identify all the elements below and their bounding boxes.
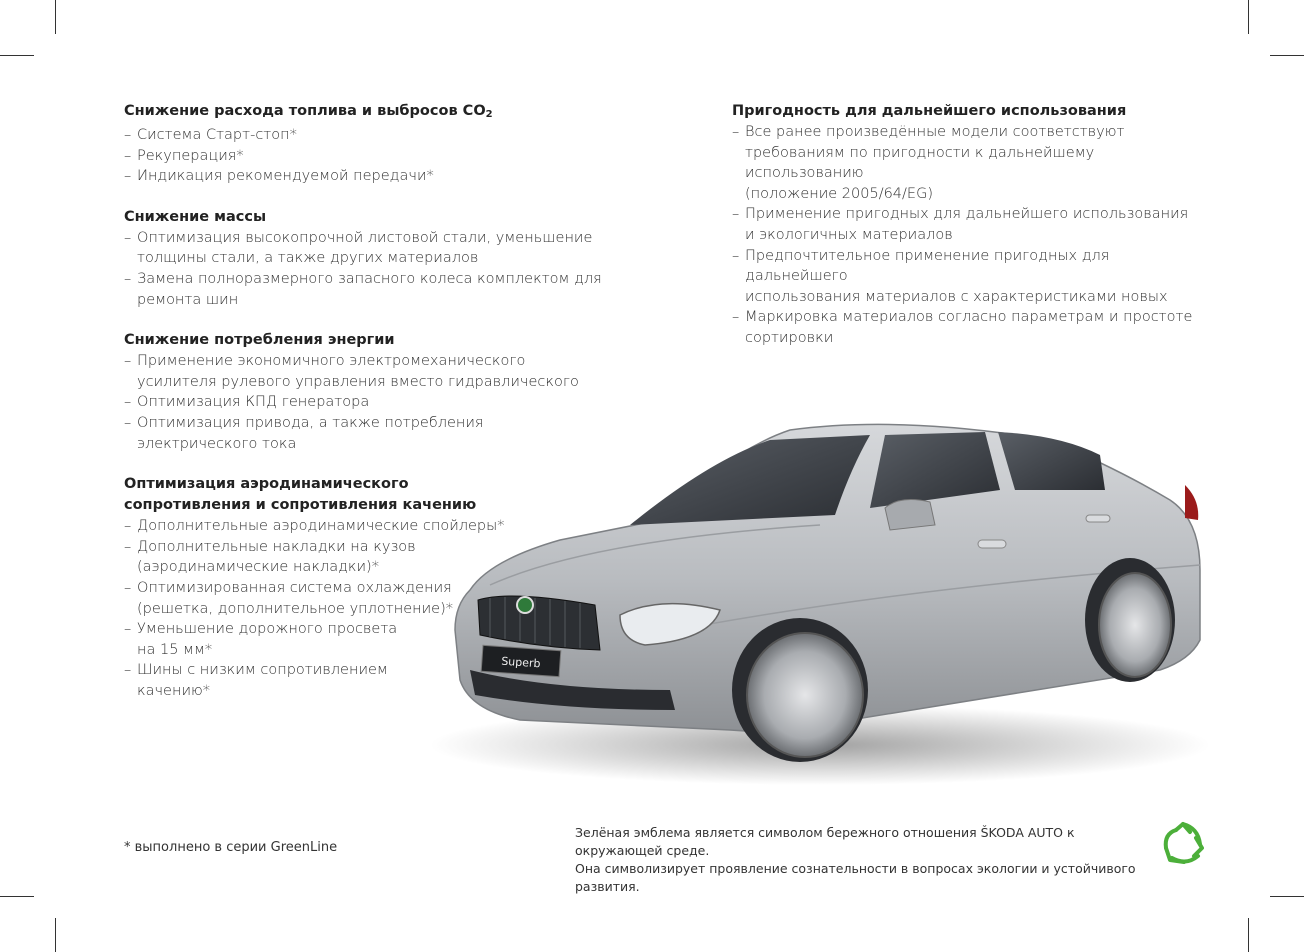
list-item: – Все ранее произведённые модели соответствуют требованиям по пригодности к дальнейшему использованию (положение 2005/64/EG) [732,122,1212,204]
section-mass [124,207,604,310]
rear-wheel [1099,573,1171,677]
list-item: – Индикация рекомендуемой передачи* [124,166,604,187]
list-item: – Система Старт-стоп* [124,125,604,146]
section-title: Снижение расхода топлива и выбросов $CO_2$ [124,103,493,120]
section-title: Снижение массы [124,208,267,225]
crop-mark [1270,55,1304,56]
list-item: – Оптимизация КПД генератора [124,392,604,413]
eco-note [575,824,1165,896]
crop-mark [1270,896,1304,897]
list-item: – Предпочтительное применение пригодных для дальнейшего использования материалов с характеристиками новых [732,246,1212,308]
crop-mark [0,896,34,897]
recycling-icon [1160,820,1206,866]
crop-mark [0,55,34,56]
windshield [630,435,870,525]
tail-light [1185,485,1198,520]
license-plate-text: Superb [500,654,541,671]
list-item: – Замена полноразмерного запасного колеса комплектом для ремонта шин [124,269,604,310]
list-item: – Оптимизация привода, а также потребления электрического тока [124,413,604,454]
brand-badge [517,597,533,613]
crop-mark [55,0,56,34]
list-item: – Дополнительные аэродинамические спойлеры* [124,516,604,537]
list-item: – Оптимизированная система охлаждения (решетка, дополнительное уплотнение)* [124,578,604,619]
door-handle [1086,515,1110,522]
section-title: Снижение потребления энергии [124,332,395,349]
right-column [732,101,1212,369]
list-item: – Шины с низким сопротивлением качению* [124,660,604,701]
car-illustration [430,390,1210,790]
list-item: – Оптимизация высокопрочной листовой стали, уменьшение толщины стали, а также других материалов [124,228,604,269]
list-item: – Уменьшение дорожного просвета на 15 мм* [124,619,604,660]
section-fuel [124,101,604,187]
section-recycling [732,101,1212,349]
section-title: Оптимизация аэродинамического сопротивления и сопротивления качению [124,476,477,514]
section-title: Пригодность для дальнейшего использования [732,103,1127,119]
eco-note-line: Она символизирует проявление сознательности в вопросах экологии и устойчивого развития. [575,861,1136,894]
list-item: – Рекуперация* [124,146,604,167]
crop-mark [1248,918,1249,952]
list-item: – Применение экономичного электромеханического усилителя рулевого управления вместо гидравлического [124,351,604,392]
door-handle [978,540,1006,548]
footnote: * выполнено в серии GreenLine [124,840,338,855]
side-mirror [885,500,935,530]
crop-mark [55,918,56,952]
list-item: – Маркировка материалов согласно параметрам и простоте сортировки [732,307,1212,348]
crop-mark [1248,0,1249,34]
side-window-rear [998,432,1105,490]
eco-note-line: Зелёная эмблема является символом бережного отношения ŠKODA AUTO к окружающей среде. [575,825,1075,858]
list-item: – Применение пригодных для дальнейшего использования и экологичных материалов [732,204,1212,245]
list-item: – Дополнительные накладки на кузов (аэродинамические накладки)* [124,537,604,578]
front-wheel [747,633,863,757]
